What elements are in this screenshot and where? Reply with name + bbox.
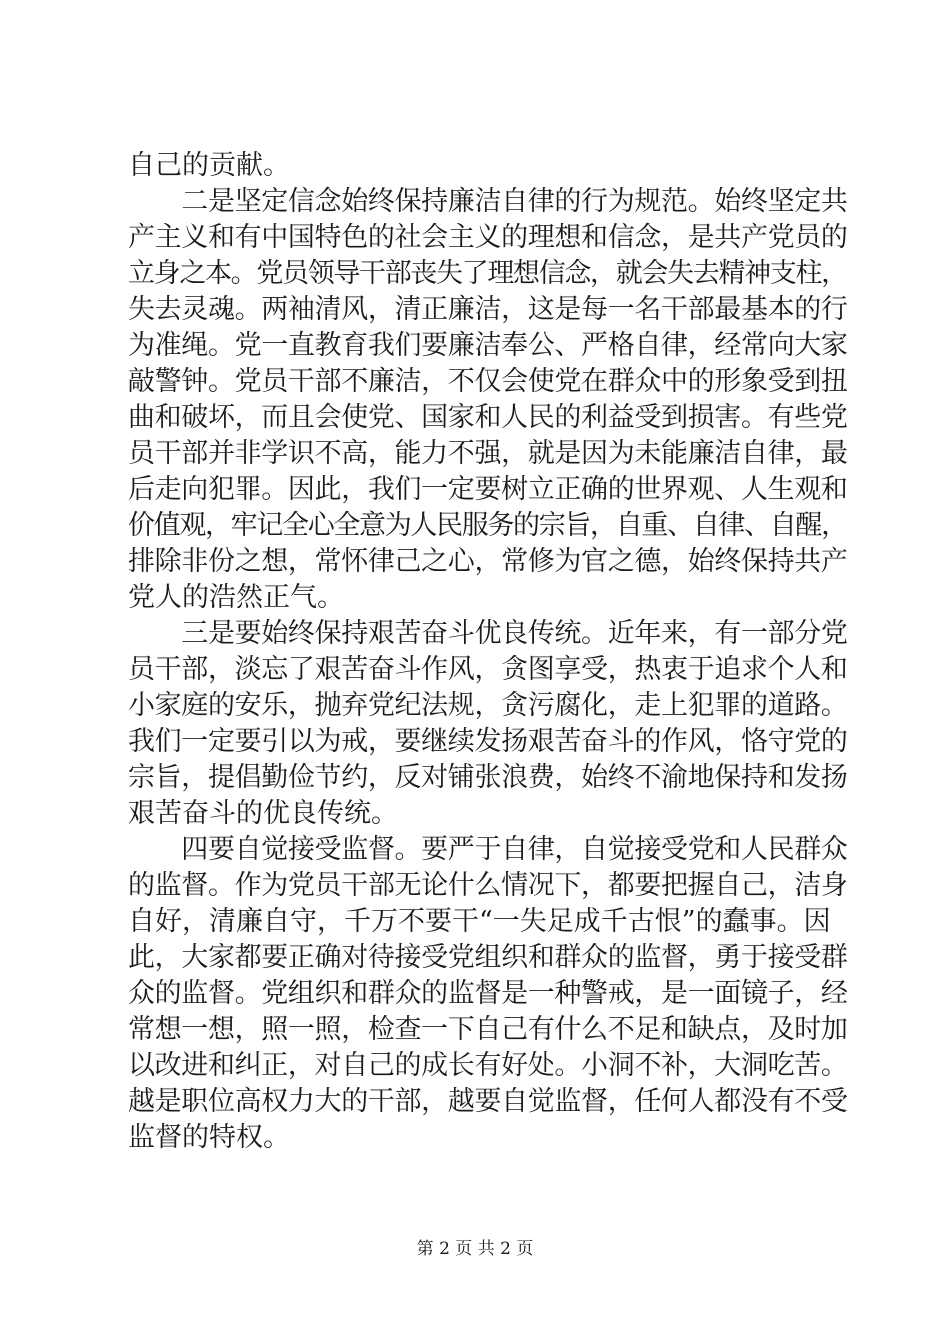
text-line: 为准绳。党一直教育我们要廉洁奉公、严格自律，经常向大家: [128, 330, 848, 361]
text-line: 价值观，牢记全心全意为人民服务的宗旨，自重、自律、自醒，: [128, 510, 847, 541]
text-line: 四要自觉接受监督。要严于自律，自觉接受党和人民群众: [128, 834, 848, 865]
text-line: 自己的贡献。: [128, 150, 290, 181]
text-line: 后走向犯罪。因此，我们一定要树立正确的世界观、人生观和: [128, 474, 848, 505]
text-line: 艰苦奋斗的优良传统。: [128, 798, 398, 829]
text-line: 越是职位高权力大的干部，越要自觉监督，任何人都没有不受: [128, 1086, 848, 1117]
text-line: 小家庭的安乐，抛弃党纪法规，贪污腐化，走上犯罪的道路。: [128, 690, 848, 721]
text-line: 此，大家都要正确对待接受党组织和群众的监督，勇于接受群: [128, 942, 848, 973]
text-line: 失去灵魂。两袖清风，清正廉洁，这是每一名干部最基本的行: [128, 294, 848, 325]
page-number-footer: 第 2 页 共 2 页: [416, 1239, 534, 1259]
text-line: 二是坚定信念始终保持廉洁自律的行为规范。始终坚定共: [128, 186, 848, 217]
text-line: 众的监督。党组织和群众的监督是一种警戒，是一面镜子，经: [128, 978, 848, 1009]
text-line: 的监督。作为党员干部无论什么情况下，都要把握自己，洁身: [128, 870, 848, 901]
document-body: [128, 148, 848, 1156]
text-line: 员干部并非学识不高，能力不强，就是因为未能廉洁自律，最: [128, 438, 848, 469]
text-line: 敲警钟。党员干部不廉洁，不仅会使党在群众中的形象受到扭: [128, 366, 848, 397]
text-line: 监督的特权。: [128, 1122, 290, 1153]
text-line: 宗旨，提倡勤俭节约，反对铺张浪费，始终不渝地保持和发扬: [128, 762, 848, 793]
text-line: 自好，清廉自守，千万不要干“一失足成千古恨”的蠢事。因: [128, 906, 831, 937]
text-line: 以改进和纠正，对自己的成长有好处。小洞不补，大洞吃苦。: [128, 1050, 848, 1081]
text-line: 三是要始终保持艰苦奋斗优良传统。近年来，有一部分党: [128, 618, 848, 649]
text-line: 曲和破坏，而且会使党、国家和人民的利益受到损害。有些党: [128, 402, 848, 433]
text-line: 常想一想，照一照，检查一下自己有什么不足和缺点，及时加: [128, 1014, 848, 1045]
text-line: 立身之本。党员领导干部丧失了理想信念，就会失去精神支柱，: [128, 258, 847, 289]
text-line: 排除非份之想，常怀律己之心，常修为官之德，始终保持共产: [128, 546, 848, 577]
text-line: 我们一定要引以为戒，要继续发扬艰苦奋斗的作风，恪守党的: [128, 726, 848, 757]
text-line: 员干部，淡忘了艰苦奋斗作风，贪图享受，热衷于追求个人和: [128, 654, 848, 685]
text-line: 产主义和有中国特色的社会主义的理想和信念，是共产党员的: [128, 222, 848, 253]
text-line: 党人的浩然正气。: [128, 582, 344, 613]
